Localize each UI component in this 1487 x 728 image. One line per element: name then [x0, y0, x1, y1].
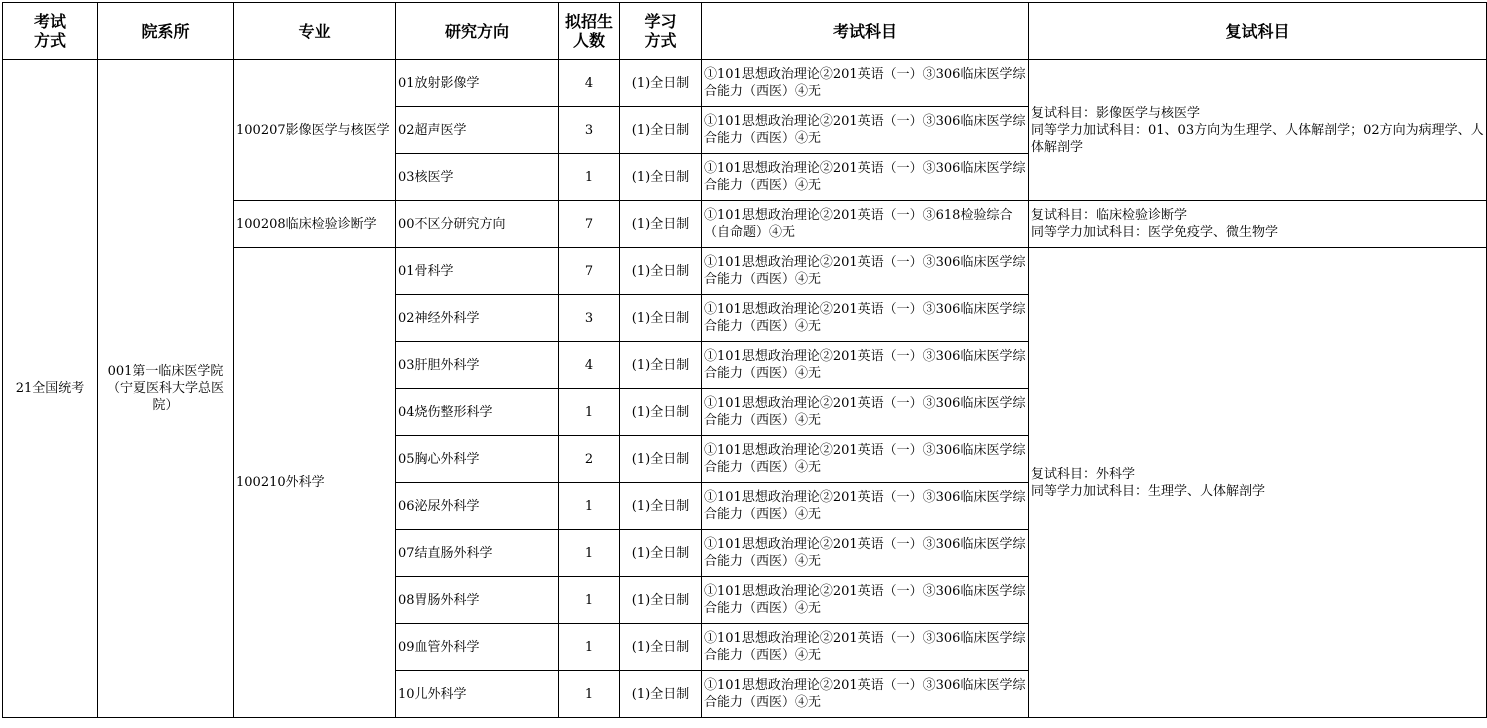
study-mode-cell: (1)全日制 — [620, 201, 702, 248]
major-cell: 100208临床检验诊断学 — [234, 201, 396, 248]
study-mode-cell: (1)全日制 — [620, 248, 702, 295]
study-mode-cell: (1)全日制 — [620, 295, 702, 342]
quota-cell: 7 — [559, 201, 620, 248]
direction-cell: 05胸心外科学 — [396, 436, 559, 483]
quota-cell: 1 — [559, 671, 620, 718]
quota-cell: 4 — [559, 342, 620, 389]
quota-cell: 7 — [559, 248, 620, 295]
retest-line: 复试科目：临床检验诊断学 — [1031, 208, 1188, 223]
retest-subjects-cell — [1029, 248, 1487, 718]
direction-cell: 01骨科学 — [396, 248, 559, 295]
retest-line: 同等学力加试科目：生理学、人体解剖学 — [1031, 483, 1266, 499]
study-mode-cell: (1)全日制 — [620, 107, 702, 154]
exam-subjects-cell: ①101思想政治理论②201英语（一）③306临床医学综合能力（西医）④无 — [702, 389, 1029, 436]
quota-cell: 3 — [559, 107, 620, 154]
direction-cell: 09血管外科学 — [396, 624, 559, 671]
header-department: 院系所 — [98, 3, 234, 60]
header-direction: 研究方向 — [396, 3, 559, 60]
header-retest-subjects: 复试科目 — [1029, 3, 1487, 60]
study-mode-cell: (1)全日制 — [620, 624, 702, 671]
retest-subjects-cell — [1029, 201, 1487, 248]
direction-cell: 02神经外科学 — [396, 295, 559, 342]
quota-cell: 4 — [559, 60, 620, 107]
study-mode-cell: (1)全日制 — [620, 577, 702, 624]
exam-subjects-cell: ①101思想政治理论②201英语（一）③306临床医学综合能力（西医）④无 — [702, 154, 1029, 201]
exam-subjects-cell: ①101思想政治理论②201英语（一）③306临床医学综合能力（西医）④无 — [702, 624, 1029, 671]
study-mode-cell: (1)全日制 — [620, 60, 702, 107]
direction-cell: 06泌尿外科学 — [396, 483, 559, 530]
header-exam-subjects: 考试科目 — [702, 3, 1029, 60]
direction-cell: 04烧伤整形科学 — [396, 389, 559, 436]
retest-line: 同等学力加试科目：01、03方向为生理学、人体解剖学；02方向为病理学、人体解剖学 — [1031, 122, 1484, 155]
exam-subjects-cell: ①101思想政治理论②201英语（一）③306临床医学综合能力（西医）④无 — [702, 342, 1029, 389]
exam-subjects-cell: ①101思想政治理论②201英语（一）③306临床医学综合能力（西医）④无 — [702, 483, 1029, 530]
exam-subjects-cell: ①101思想政治理论②201英语（一）③618检验综合（自命题）④无 — [702, 201, 1029, 248]
retest-line: 复试科目：影像医学与核医学 — [1031, 105, 1201, 121]
exam-subjects-cell: ①101思想政治理论②201英语（一）③306临床医学综合能力（西医）④无 — [702, 436, 1029, 483]
header-quota: 拟招生 人数 — [559, 3, 620, 60]
exam-subjects-cell: ①101思想政治理论②201英语（一）③306临床医学综合能力（西医）④无 — [702, 530, 1029, 577]
major-cell: 100207影像医学与核医学 — [234, 60, 396, 201]
header-exam-mode: 考试 方式 — [3, 3, 98, 60]
study-mode-cell: (1)全日制 — [620, 389, 702, 436]
direction-cell: 02超声医学 — [396, 107, 559, 154]
quota-cell: 1 — [559, 483, 620, 530]
study-mode-cell: (1)全日制 — [620, 342, 702, 389]
study-mode-cell: (1)全日制 — [620, 530, 702, 577]
exam-mode-cell: 21全国统考 — [3, 60, 98, 718]
retest-line: 同等学力加试科目：医学免疫学、微生物学 — [1031, 225, 1279, 240]
quota-cell: 3 — [559, 295, 620, 342]
quota-cell: 1 — [559, 624, 620, 671]
direction-cell: 08胃肠外科学 — [396, 577, 559, 624]
exam-subjects-cell: ①101思想政治理论②201英语（一）③306临床医学综合能力（西医）④无 — [702, 671, 1029, 718]
header-row — [3, 3, 1487, 60]
direction-cell: 10儿外科学 — [396, 671, 559, 718]
study-mode-cell: (1)全日制 — [620, 671, 702, 718]
quota-cell: 2 — [559, 436, 620, 483]
exam-subjects-cell: ①101思想政治理论②201英语（一）③306临床医学综合能力（西医）④无 — [702, 577, 1029, 624]
retest-subjects-cell — [1029, 60, 1487, 201]
exam-subjects-cell: ①101思想政治理论②201英语（一）③306临床医学综合能力（西医）④无 — [702, 295, 1029, 342]
department-cell: 001第一临床医学院（宁夏医科大学总医院） — [98, 60, 234, 718]
header-study-mode: 学习 方式 — [620, 3, 702, 60]
exam-subjects-cell: ①101思想政治理论②201英语（一）③306临床医学综合能力（西医）④无 — [702, 60, 1029, 107]
direction-cell: 03核医学 — [396, 154, 559, 201]
study-mode-cell: (1)全日制 — [620, 483, 702, 530]
quota-cell: 1 — [559, 577, 620, 624]
exam-subjects-cell: ①101思想政治理论②201英语（一）③306临床医学综合能力（西医）④无 — [702, 107, 1029, 154]
study-mode-cell: (1)全日制 — [620, 436, 702, 483]
direction-cell: 07结直肠外科学 — [396, 530, 559, 577]
direction-cell: 01放射影像学 — [396, 60, 559, 107]
retest-line: 复试科目：外科学 — [1031, 466, 1136, 482]
major-cell: 100210外科学 — [234, 248, 396, 718]
table-row — [3, 60, 1487, 107]
direction-cell: 03肝胆外科学 — [396, 342, 559, 389]
quota-cell: 1 — [559, 389, 620, 436]
admissions-table — [2, 2, 1487, 718]
direction-cell: 00不区分研究方向 — [396, 201, 559, 248]
quota-cell: 1 — [559, 154, 620, 201]
quota-cell: 1 — [559, 530, 620, 577]
header-major: 专业 — [234, 3, 396, 60]
study-mode-cell: (1)全日制 — [620, 154, 702, 201]
exam-subjects-cell: ①101思想政治理论②201英语（一）③306临床医学综合能力（西医）④无 — [702, 248, 1029, 295]
